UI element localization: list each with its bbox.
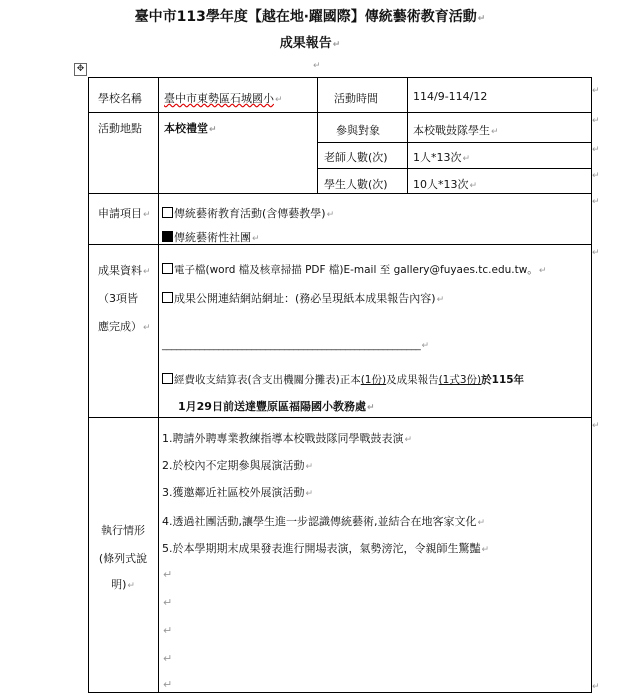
unchecked-checkbox-icon (162, 207, 173, 218)
unchecked-checkbox-icon (162, 263, 173, 274)
paragraph-mark-icon: ↵ (313, 61, 321, 71)
activity-location-value: 本校禮堂↵ (164, 122, 217, 135)
results-option-website: 成果公開連結網站網址：(務必呈現紙本成果報告內容)↵ (162, 290, 444, 306)
activity-period-value: 114/9-114/12 (413, 90, 488, 103)
row-end-mark: ↵ (592, 682, 600, 692)
results-option-budget: 經費收支結算表(含支出機關分攤表)正本(1份)及成果報告(1式3份)於115年 (162, 372, 524, 387)
execution-item: 4.透過社團活動,讓學生進一步認識傳統藝術,並結合在地客家文化↵ (162, 515, 486, 528)
table-move-icon[interactable]: ✥ (74, 63, 87, 76)
empty-paragraph-mark: ↵ (163, 678, 173, 691)
activity-location-label: 活動地點 (98, 122, 142, 135)
row-end-mark: ↵ (592, 421, 600, 431)
checked-checkbox-icon (162, 231, 173, 242)
teacher-count-value: 1人*13次↵ (413, 151, 471, 164)
student-count-value: 10人*13次↵ (413, 178, 478, 191)
website-url-blank[interactable]: _______________________________________________________↵ (162, 340, 429, 351)
row-end-mark: ↵ (592, 197, 600, 207)
document-title: 臺中市113學年度【越在地‧躍國際】傳統藝術教育活動↵ (134, 9, 486, 25)
activity-period-label: 活動時間 (334, 92, 378, 105)
empty-paragraph-mark: ↵ (163, 652, 173, 665)
execution-label-line1: 執行情形 (101, 524, 145, 537)
application-option-1: 傳統藝術教育活動(含傳藝教學)↵ (162, 205, 334, 221)
results-label-line1: 成果資料↵ (98, 264, 151, 277)
document-subtitle: 成果報告↵ (279, 36, 341, 51)
school-name-value: 臺中市東勢區石城國小↵ (164, 92, 283, 105)
results-deadline: 1月29日前送達豐原區福陽國小教務處↵ (178, 400, 375, 413)
row-end-mark: ↵ (592, 145, 600, 155)
empty-paragraph-mark: ↵ (163, 568, 173, 581)
row-end-mark: ↵ (592, 86, 600, 96)
application-items-label: 申請項目↵ (98, 207, 151, 220)
execution-label-line3: 明)↵ (111, 578, 135, 591)
unchecked-checkbox-icon (162, 292, 173, 303)
participants-label: 參與對象 (336, 124, 380, 137)
participants-value: 本校戰鼓隊學生↵ (413, 124, 499, 137)
teacher-count-label: 老師人數(次) (324, 151, 388, 164)
student-count-label: 學生人數(次) (324, 178, 388, 191)
empty-paragraph-mark: ↵ (163, 596, 173, 609)
row-end-mark: ↵ (592, 116, 600, 126)
execution-item: 5.於本學期期末成果發表進行開場表演，氣勢滂沱，令親師生驚豔↵ (162, 542, 490, 555)
execution-item: 3.獲邀鄰近社區校外展演活動↵ (162, 486, 314, 499)
empty-paragraph-mark: ↵ (163, 624, 173, 637)
results-label-line2: （3項皆 (98, 292, 138, 305)
school-name-label: 學校名稱 (98, 92, 142, 105)
unchecked-checkbox-icon (162, 373, 173, 384)
results-label-line3: 應完成）↵ (98, 320, 151, 333)
execution-item: 1.聘請外聘專業教練指導本校戰鼓隊同學戰鼓表演↵ (162, 432, 413, 445)
row-end-mark: ↵ (592, 171, 600, 181)
results-option-email: 電子檔(word 檔及核章掃描 PDF 檔)E-mail 至 gallery@fuyaes.tc.edu.tw。↵ (162, 262, 546, 277)
execution-label-line2: (條列式說 (98, 552, 148, 565)
application-option-2: 傳統藝術性社團↵ (162, 229, 260, 245)
execution-item: 2.於校內不定期參與展演活動↵ (162, 459, 314, 472)
row-end-mark: ↵ (592, 248, 600, 258)
